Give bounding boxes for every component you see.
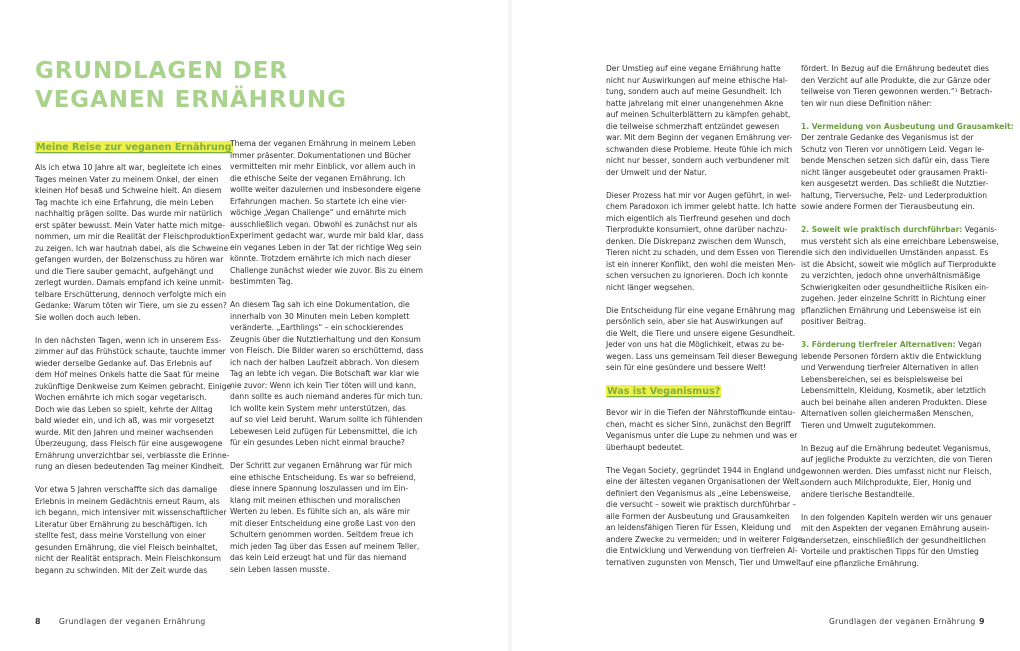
text-line: immer präsenter. Dokumentationen und Bücher xyxy=(230,150,412,160)
text-line: Wochen ernährte ich mich sogar vegetarisch. xyxy=(35,393,207,402)
running-head-left: Grundlagen der veganen Ernährung xyxy=(59,617,206,626)
text-line: das kein Leid erzeugt hat und für das niemand xyxy=(230,553,407,562)
paragraph xyxy=(606,190,801,294)
text-line: Veganismus unter die Lupe zu nehmen und was er xyxy=(606,431,798,440)
text-line: Ich wollte kein System mehr unterstützen, das xyxy=(230,403,406,413)
text-line: ken ausgesetzt werden. Das schließt die Nutztier- xyxy=(801,179,989,188)
text-line: Der zentrale Gedanke des Veganismus ist der xyxy=(801,133,974,142)
text-line: Thema der veganen Ernährung in meinem Leben xyxy=(230,139,416,148)
text-line: bende Menschen setzen sich dafür ein, dass Tiere xyxy=(801,156,990,165)
text-line: Erlebnis in meinem Gedächtnis erneut Raum, als xyxy=(35,496,220,506)
paragraph xyxy=(230,460,420,575)
paragraph xyxy=(35,335,232,473)
definition-point xyxy=(801,121,1014,213)
text-line: Lebensbereichen, sei es beispielsweise bei xyxy=(801,374,963,384)
text-line: die versucht – soweit wie praktisch durchführbar – xyxy=(606,500,797,509)
paragraph xyxy=(35,484,227,576)
text-line xyxy=(801,224,997,236)
text-line: Literatur über Ernährung zu beschäftigen. Ich xyxy=(35,519,208,529)
text-line: klang mit meinen ethischen und moralischen xyxy=(230,495,401,505)
text-line: wurde. Mit den Jahren und meiner wachsenden xyxy=(35,427,214,437)
text-line: zerlegt wurden. Damals empfand ich keine unmit- xyxy=(35,278,225,287)
chapter-title-line: GRUNDLAGEN DER xyxy=(35,58,289,84)
text-line: rung an diesen bedeutenden Tag meiner Kindheit. xyxy=(35,462,225,471)
text-line: Erfahrungen machen. So startete ich eine vier- xyxy=(230,196,407,206)
text-line: dem Hof meines Onkels hatte die Saat für meine xyxy=(35,370,220,379)
chapter-title-line: VEGANEN ERNÄHRUNG xyxy=(35,87,347,113)
text-line: nicht länger wegsehen. xyxy=(606,282,695,292)
text-line: haltung, Tierversuche, Pelz- und Lederproduktion xyxy=(801,190,987,200)
point-text: Vegan xyxy=(955,340,982,349)
text-line: gesunden Ernährung, die viel Fleisch beinhaltet, xyxy=(35,542,218,552)
text-line: ich nach der halben Laufzeit abbrach. Von diesem xyxy=(230,357,420,367)
text-line: mich jeden Tag über das Essen auf meinem Teller, xyxy=(230,541,420,551)
text-line: Tierprodukte konsumiert, ohne darüber nachzu- xyxy=(606,225,787,234)
section-heading-text: Was ist Veganismus? xyxy=(607,386,721,397)
text-line: innerhalb von 30 Minuten mein Leben komplett xyxy=(230,311,410,321)
text-line: könnte. Trotzdem ernährte ich mich nach dieser xyxy=(230,254,411,263)
text-line: andersetzen, einschließlich der gesundheitlichen xyxy=(801,535,986,545)
text-line: In den folgenden Kapiteln werden wir uns genauer xyxy=(801,512,992,522)
text-line: und Verwendung tierfreier Alternativen in allen xyxy=(801,363,979,372)
text-line: mus versteht sich als eine erreichbare Lebensweise, xyxy=(801,236,999,246)
text-line: und die Tiere sauber gemacht, aufgehängt und xyxy=(35,266,214,276)
text-line: die teilweise schmerzhaft entzündet gewesen xyxy=(606,121,780,131)
text-line: den Verzicht auf alle Produkte, die zur Gänze oder xyxy=(801,75,991,85)
text-line: teilweise von Tieren gewonnen werden.“¹ Betrach- xyxy=(801,87,993,96)
text-line: Schwierigkeiten oder gesundheitliche Risiken ein- xyxy=(801,282,989,292)
column-2 xyxy=(230,138,424,587)
text-line xyxy=(801,339,989,351)
text-line: Experiment gedacht war, wurde mir bald klar, dass xyxy=(230,231,424,240)
text-line: war. Mit dem Beginn der veganen Ernährung ver- xyxy=(606,133,793,142)
definition-point xyxy=(801,339,989,431)
text-line: begann zu schwinden. Mit der Zeit wurde das xyxy=(35,565,208,575)
section-heading-text: Meine Reise zur veganen Ernährung xyxy=(36,142,232,153)
point-label: 1. Vermeidung von Ausbeutung und Grausamkeit: xyxy=(801,121,1014,131)
text-line: stellte fest, dass meine Vorstellung von einer xyxy=(35,531,206,540)
section-heading-meine-reise xyxy=(35,135,233,163)
text-line: pflanzlichen Ernährung und Lebensweise ist ein xyxy=(801,305,982,315)
text-line: Schultern genommen worden. Seitdem freue ich xyxy=(230,530,414,539)
text-line: nicht der Realität entsprach. Mein Fleischkonsum xyxy=(35,554,222,563)
text-line: auch bei beinahe allen anderen Produkten. Diese xyxy=(801,397,987,407)
text-line: Als ich etwa 10 Jahre alt war, begleitete ich eines xyxy=(35,163,222,172)
text-line: sein Leben lassen musste. xyxy=(230,564,330,574)
text-line: veränderte. „Earthlings“ – ein schockierendes xyxy=(230,323,404,332)
text-line: wieder derselbe Gedanke auf. Das Erlebnis auf xyxy=(35,358,212,368)
section-heading-was-ist-veganismus xyxy=(606,385,791,407)
text-line: eine der ältesten veganen Organisationen der Welt, xyxy=(606,477,802,486)
text-line: der Umwelt und der Natur. xyxy=(606,167,707,177)
text-line: vermittelten mir mehr Einblick, vor allem auch in xyxy=(230,162,416,171)
chapter-title xyxy=(35,57,435,115)
text-line: Tag machte ich eine Erfahrung, die mein Leben xyxy=(35,197,214,207)
text-line: die sich den individuellen Umständen anpasst. Es xyxy=(801,248,989,257)
text-line: Bevor wir in die Tiefen der Nährstoffkunde eintau- xyxy=(606,408,795,417)
text-line: Die Entscheidung für eine vegane Ernährung mag xyxy=(606,305,796,315)
text-line: bestimmten Tag. xyxy=(230,277,294,286)
text-line: andere tierische Bestandteile. xyxy=(801,489,915,499)
text-line: Vor etwa 5 Jahren verschaffte sich das damalige xyxy=(35,485,218,494)
text-line: zu verzichten, jedoch ohne unverhältnismäßige xyxy=(801,271,981,280)
text-line: Ernährung unverzichtbar sei, verblasste die Erinne- xyxy=(35,450,230,460)
text-line: die Welt, die Tiere und unsere eigene Gesundheit. xyxy=(606,328,796,338)
text-line: wegen. Lass uns gemeinsam Teil dieser Bewegung xyxy=(606,351,798,361)
text-line: chem Paradoxon ich immer gelebt hatte. Ich hatte xyxy=(606,202,797,211)
text-line: Lebensmitteln, Kleidung, Kosmetik, aber letztlich xyxy=(801,386,986,395)
text-line: mit den Aspekten der veganen Ernährung ausein- xyxy=(801,524,990,533)
text-line: ternativen zugunsten von Mensch, Tier und Umwelt xyxy=(606,557,802,567)
running-head-right: Grundlagen der veganen Ernährung xyxy=(829,617,976,626)
paragraph xyxy=(801,512,992,570)
text-line: sondern auch Milchprodukte, Eier, Honig und xyxy=(801,478,972,487)
text-line: Tieren nicht zu schaden, und dem Essen von Tieren xyxy=(606,248,801,257)
text-line: sein für eine gesündere und bessere Welt! xyxy=(606,363,767,372)
point-label: 2. Soweit wie praktisch durchführbar: xyxy=(801,225,963,234)
text-line: In den nächsten Tagen, wenn ich in unserem Ess- xyxy=(35,335,222,345)
text-line: dann sollte es auch niemand anderes für mich tun. xyxy=(230,392,423,401)
text-line: lebende Personen fördern aktiv die Entwicklung xyxy=(801,351,982,361)
page-number-left: 8 xyxy=(35,617,41,626)
text-line: ten wir nun diese Definition näher: xyxy=(801,98,933,108)
text-line: telbare Erschütterung, dennoch verfolgte mich ein xyxy=(35,289,227,299)
page-number-right: 9 xyxy=(979,617,985,626)
text-line: hatte jahrelang mit einer unangenehmen Akne xyxy=(606,98,784,108)
text-line: zugehen. Jeder einzelne Schritt in Richtung einer xyxy=(801,294,986,303)
text-line: An diesem Tag sah ich eine Dokumentation, die xyxy=(230,300,410,309)
text-line: wollte weiter dazulernen und insbesondere eigene xyxy=(230,185,421,194)
text-line: Der Umstieg auf eine vegane Ernährung hatte xyxy=(606,64,781,73)
text-line: gewonnen werden. Dies umfasst nicht nur Fleisch, xyxy=(801,466,992,476)
text-line: andere Zwecke zu vermeiden; und in weiterer Folge xyxy=(606,534,803,544)
column-1 xyxy=(35,162,232,588)
text-line: ein veganes Leben in der Tat der richtige Weg sein xyxy=(230,242,422,252)
paragraph xyxy=(801,443,993,501)
text-line: die ethische Seite der veganen Ernährung. Ich xyxy=(230,173,406,183)
text-line: definiert den Veganismus als „eine Lebensweise, xyxy=(606,488,791,498)
text-line: chen, macht es sicher Sinn, zunächst den Begriff xyxy=(606,419,791,429)
text-line: Zeugnis über die Nutztierhaltung und den Konsum xyxy=(230,334,421,344)
book-gutter xyxy=(507,0,513,651)
text-line: ich begann, mich intensiver mit wissenschaftlicher xyxy=(35,508,227,517)
text-line: Der Schritt zur veganen Ernährung war für mich xyxy=(230,461,412,470)
text-line: auf eine pflanzliche Ernährung. xyxy=(801,558,919,568)
text-line xyxy=(801,121,1014,133)
text-line: nachhaltig prägen sollte. Das wurde mir natürlich xyxy=(35,209,223,218)
text-line: Challenge zunächst wieder wie zuvor. Bis zu einem xyxy=(230,265,423,275)
text-line: Doch wie das Leben so spielt, kehrte der Alltag xyxy=(35,404,213,414)
text-line: zu zeigen. Ich war hautnah dabei, als die Schweine xyxy=(35,243,229,253)
text-line: auf jegliche Produkte zu verzichten, die von Tieren xyxy=(801,455,993,464)
text-line: die Entwicklung und Verwendung von tierfreien Al- xyxy=(606,546,798,555)
text-line: nicht länger ausgebeutet oder grausamen Prakti- xyxy=(801,167,988,177)
text-line: positiver Beitrag. xyxy=(801,317,866,326)
text-line: zukünftige Denkweise zum Keimen gebracht. Einige xyxy=(35,381,232,391)
text-line: fördert. In Bezug auf die Ernährung bedeutet dies xyxy=(801,64,989,73)
text-line: Tag an lebte ich vegan. Die Botschaft war klar wie xyxy=(230,369,419,378)
paragraph xyxy=(606,63,791,178)
text-line: überhaupt bedeutet. xyxy=(606,442,685,452)
paragraph xyxy=(606,305,798,374)
text-line: an leidensfähigen Tieren für Essen, Kleidung und xyxy=(606,523,791,532)
column-4 xyxy=(801,63,1014,581)
text-line: Tages meinen Vater zu meinem Onkel, der einen xyxy=(35,174,219,184)
text-line: Alternativen sollen gleichermaßen Menschen, xyxy=(801,409,974,418)
text-line: persönlich sein, aber sie hat Auswirkungen auf xyxy=(606,317,783,326)
text-line: Lebewesen Leid zufügen für Lebensmittel, die ich xyxy=(230,426,418,436)
text-line: Gedanke: Warum töten wir Tiere, um sie zu essen? xyxy=(35,301,227,310)
text-line: In Bezug auf die Ernährung bedeutet Veganismus, xyxy=(801,443,991,453)
text-line: denken. Die Diskrepanz zwischen dem Wunsch, xyxy=(606,236,786,246)
text-line: Jeder von uns hat die Möglichkeit, etwas zu be- xyxy=(606,340,785,349)
text-line: Vorteile und praktischen Tipps für den Umstieg xyxy=(801,547,979,556)
text-line: wöchige „Vegan Challenge“ und ernährte mich xyxy=(230,208,407,217)
text-line: Dieser Prozess hat mir vor Augen geführt, in wel- xyxy=(606,190,792,200)
text-line: nicht nur Auswirkungen auf meine ethische Hal- xyxy=(606,75,788,85)
text-line: auf meinen Schulterblättern zu kämpfen gehabt, xyxy=(606,110,791,119)
text-line: zimmer auf das Frühstück schaute, tauchte immer xyxy=(35,347,226,356)
text-line: ausschließlich vegan. Obwohl es zunächst nur als xyxy=(230,219,418,229)
text-line: Tieren und Umwelt zugutekommen. xyxy=(801,420,936,430)
paragraph xyxy=(606,465,803,569)
text-line: mich eigentlich als Tierfreund gesehen und doch xyxy=(606,213,791,223)
point-text: Veganis- xyxy=(962,225,997,234)
definition-point xyxy=(801,224,999,328)
text-line: auf so viel Leid beruht. Warum sollte ich fühlenden xyxy=(230,415,423,424)
text-line: schwanden diese Probleme. Heute fühle ich mich xyxy=(606,144,793,154)
paragraph xyxy=(230,138,424,288)
text-line: Überzeugung, dass Fleisch für eine ausgewogene xyxy=(35,439,223,448)
text-line: The Vegan Society, gegründet 1944 in England und xyxy=(606,465,801,475)
paragraph xyxy=(606,407,798,453)
column-3 xyxy=(606,63,803,580)
text-line: Schutz von Tieren vor unnötigem Leid. Vegan le- xyxy=(801,144,985,154)
text-line: ist die Absicht, soweit wie möglich auf Tierprodukte xyxy=(801,259,996,269)
text-line: gefangen wurden, der Bolzenschuss zu hören war xyxy=(35,255,224,264)
text-line: eine ethische Entscheidung. Es war so befreiend, xyxy=(230,472,416,482)
text-line: sowie andere Formen der Tierausbeutung ein. xyxy=(801,202,975,211)
paragraph xyxy=(230,299,424,449)
text-line: Werten zu leben. Es fühlte sich an, als wäre mir xyxy=(230,507,410,516)
text-line: für ein gesundes Leben nicht einmal brauche? xyxy=(230,438,405,447)
text-line: alle Formen der Ausbeutung und Grausamkeiten xyxy=(606,511,790,521)
paragraph xyxy=(801,63,993,109)
text-line: Sie wollen doch auch leben. xyxy=(35,312,141,322)
point-label: 3. Förderung tierfreier Alternativen: xyxy=(801,340,956,349)
text-line: tung, sondern auch auf meine Gesundheit. Ich xyxy=(606,87,782,96)
text-line: nommen, um mir die Realität der Fleischproduktion xyxy=(35,232,230,241)
text-line: diese innere Spannung loszulassen und im Ein- xyxy=(230,484,409,493)
text-line: kleinen Hof besaß und Schweine hielt. An diesem xyxy=(35,186,222,195)
text-line: nie zuvor: Wenn ich kein Tier töten will und kann, xyxy=(230,380,417,390)
text-line: von Fleisch. Die Bilder waren so erschütternd, dass xyxy=(230,346,424,355)
text-line: erst später bewusst. Mein Vater hatte mich mitge- xyxy=(35,220,225,230)
text-line: nicht nur besser, sondern auch verbundener mit xyxy=(606,156,790,165)
paragraph xyxy=(35,162,230,323)
text-line: schen versuchen zu ignorieren. Doch ich konnte xyxy=(606,271,788,280)
text-line: mit dieser Entscheidung eine große Last von den xyxy=(230,518,416,528)
text-line: bald wieder ein, und ich aß, was mir vorgesetzt xyxy=(35,416,215,425)
text-line: ist ein innerer Konflikt, den wohl die meisten Men- xyxy=(606,259,796,269)
